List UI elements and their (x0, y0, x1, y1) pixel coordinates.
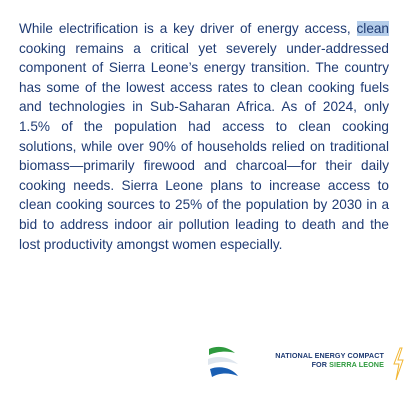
lightning-bolt-icon (391, 347, 405, 381)
logo-line-2: FOR SIERRA LEONE (311, 360, 384, 369)
selected-text[interactable]: clean (356, 21, 389, 36)
logo-wordmark (249, 351, 384, 369)
sierra-leone-flag-logo-icon (206, 343, 240, 381)
paragraph-text-start: While electrification is a key driver of energy access, (19, 21, 357, 36)
body-paragraph (19, 19, 389, 254)
footer-logo (206, 343, 406, 383)
paragraph-text-rest: cooking remains a critical yet severely under-addressed component of Sierra Leone’s energy transition. The country has some of the lowest access rates to clean cooking fuels and technologies in Sub-Saharan Africa. As of 2024, only 1.5% of the population had access to clean cooking solutions, while over 90% of households relied on traditional biomass—primarily firewood and charcoal—for their daily cooking needs. Sierra Leone plans to increase access to clean cooking sources to 25% of the population by 2030 in a bid to address indoor air pollution leading to death and the lost productivity amongst women especially. (19, 40, 389, 252)
logo-line-1: NATIONAL ENERGY COMPACT (275, 351, 384, 360)
